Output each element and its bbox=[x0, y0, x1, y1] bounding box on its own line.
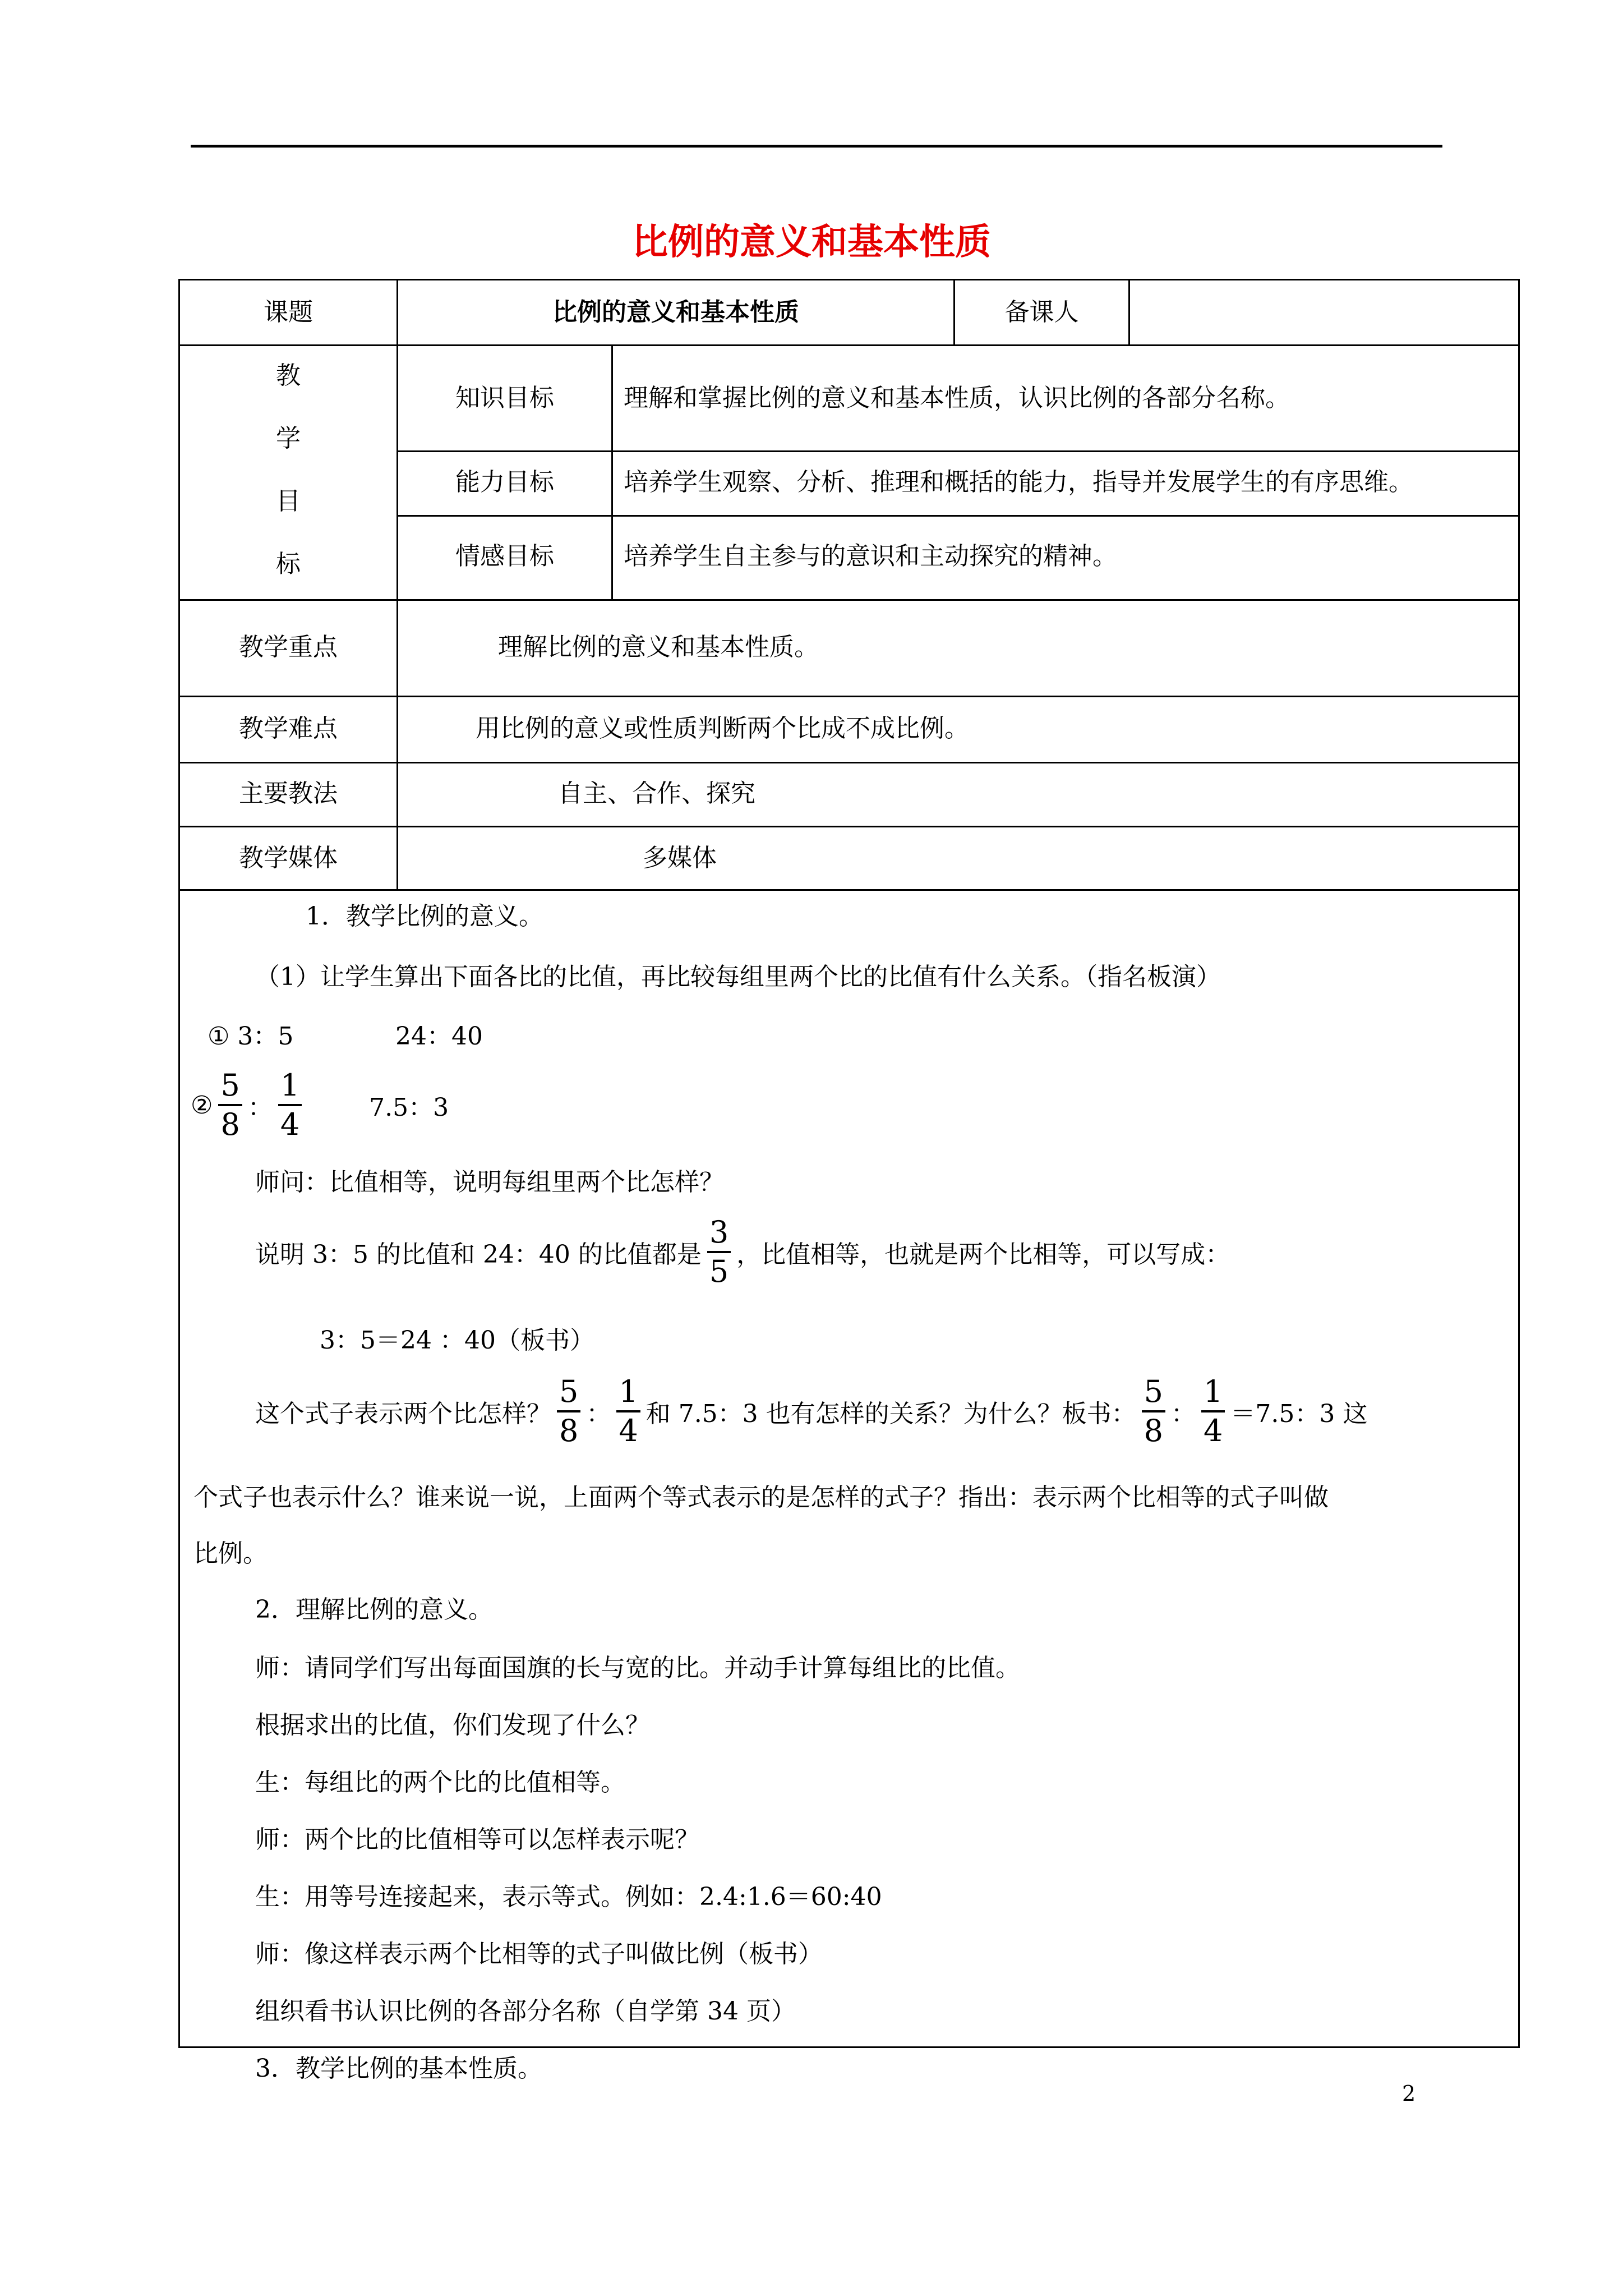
body-line: 24：40 bbox=[395, 1022, 483, 1051]
fraction-line bbox=[191, 1066, 449, 1144]
body-line: 师：像这样表示两个比相等的式子叫做比例（板书） bbox=[255, 1940, 823, 1968]
topic-label: 课题 bbox=[264, 298, 313, 326]
body-line: 3．教学比例的基本性质。 bbox=[255, 2054, 542, 2083]
body-line: 3：5＝24 ：40（板书） bbox=[320, 1326, 594, 1355]
emotion-objective-text: 培养学生自主参与的意识和主动探究的精神。 bbox=[624, 542, 1117, 570]
table-line bbox=[178, 762, 1520, 763]
denominator: 5 bbox=[709, 1254, 729, 1289]
body-text: 这个式子表示两个比怎样？ bbox=[255, 1400, 551, 1428]
table-line bbox=[178, 599, 1520, 601]
denominator: 4 bbox=[1204, 1413, 1223, 1448]
body-line: ① 3：5 bbox=[208, 1022, 294, 1051]
table-line bbox=[611, 344, 613, 601]
colon: ： bbox=[586, 1400, 611, 1428]
key-point-text: 理解比例的意义和基本性质。 bbox=[498, 633, 819, 661]
table-line bbox=[396, 515, 1520, 517]
objectives-label-char: 教 bbox=[276, 361, 301, 390]
numerator: 1 bbox=[1201, 1377, 1225, 1412]
body-line: 2．理解比例的意义。 bbox=[255, 1595, 493, 1624]
objectives-label-char: 目 bbox=[276, 487, 301, 516]
body-line: 个式子也表示什么？谁来说一说，上面两个等式表示的是怎样的式子？指出：表示两个比相等的式子叫做 bbox=[193, 1483, 1329, 1512]
body-line: （1）让学生算出下面各比的比值，再比较每组里两个比的比值有什么关系。（指名板演） bbox=[255, 963, 1221, 991]
body-line: 生：用等号连接起来，表示等式。例如：2.4:1.6＝60:40 bbox=[255, 1883, 882, 1911]
body-line: 根据求出的比值，你们发现了什么？ bbox=[255, 1711, 650, 1740]
media-text: 多媒体 bbox=[643, 844, 717, 872]
table-line bbox=[178, 826, 1520, 827]
body-line: 师问：比值相等，说明每组里两个比怎样？ bbox=[255, 1168, 724, 1197]
knowledge-objective-label: 知识目标 bbox=[455, 384, 554, 412]
method-text: 自主、合作、探究 bbox=[558, 779, 755, 808]
table-line bbox=[1128, 279, 1130, 346]
body-line: 组织看书认识比例的各部分名称（自学第 34 页） bbox=[255, 1997, 796, 2026]
difficulty-text: 用比例的意义或性质判断两个比成不成比例。 bbox=[476, 714, 969, 743]
fraction-3-5 bbox=[707, 1214, 731, 1289]
fraction-1-4 bbox=[278, 1070, 302, 1140]
table-border bbox=[178, 2046, 1520, 2048]
numerator: 5 bbox=[218, 1070, 242, 1106]
ability-objective-text: 培养学生观察、分析、推理和概括的能力，指导并发展学生的有序思维。 bbox=[624, 468, 1413, 496]
circled-two: ② bbox=[191, 1091, 213, 1120]
table-line bbox=[396, 279, 398, 891]
denominator: 8 bbox=[559, 1413, 579, 1448]
ability-objective-label: 能力目标 bbox=[455, 468, 554, 496]
ratio-7-5-3: 7.5：3 bbox=[369, 1093, 449, 1122]
fraction-line bbox=[255, 1372, 1367, 1451]
objectives-label-char: 学 bbox=[276, 424, 301, 453]
body-text: 说明 3：5 的比值和 24：40 的比值都是 bbox=[255, 1240, 702, 1269]
body-text: ，比值相等，也就是两个比相等，可以写成： bbox=[736, 1240, 1230, 1269]
media-label: 教学媒体 bbox=[239, 844, 338, 872]
fraction-5-8 bbox=[557, 1374, 580, 1448]
document-title: 比例的意义和基本性质 bbox=[632, 221, 991, 263]
body-line: 生：每组比的两个比的比值相等。 bbox=[255, 1768, 625, 1797]
denominator: 4 bbox=[280, 1107, 300, 1142]
colon: ： bbox=[247, 1093, 273, 1122]
numerator: 1 bbox=[616, 1377, 640, 1412]
fraction-1-4 bbox=[616, 1374, 640, 1448]
table-border bbox=[178, 279, 1520, 280]
body-text: ＝7.5：3 这 bbox=[1230, 1400, 1368, 1428]
fraction-5-8 bbox=[218, 1070, 242, 1140]
knowledge-objective-text: 理解和掌握比例的意义和基本性质，认识比例的各部分名称。 bbox=[624, 384, 1290, 412]
table-line bbox=[178, 344, 1520, 346]
denominator: 4 bbox=[619, 1413, 638, 1448]
fraction-5-8 bbox=[1142, 1374, 1165, 1448]
header-rule bbox=[191, 145, 1442, 148]
fraction-1-4 bbox=[1201, 1374, 1225, 1448]
body-text: 和 7.5：3 也有怎样的关系？为什么？板书： bbox=[645, 1400, 1136, 1428]
body-line: 师：请同学们写出每面国旗的长与宽的比。并动手计算每组比的比值。 bbox=[255, 1654, 1020, 1682]
page-number: 2 bbox=[1402, 2081, 1416, 2106]
fraction-line bbox=[255, 1213, 1230, 1291]
numerator: 3 bbox=[707, 1217, 731, 1253]
difficulty-label: 教学难点 bbox=[239, 714, 338, 743]
key-point-label: 教学重点 bbox=[239, 633, 338, 661]
numerator: 5 bbox=[557, 1377, 580, 1412]
body-line: 1．教学比例的意义。 bbox=[306, 902, 543, 931]
body-line: 比例。 bbox=[193, 1539, 268, 1568]
colon: ： bbox=[1171, 1400, 1196, 1428]
body-line: 师：两个比的比值相等可以怎样表示呢？ bbox=[255, 1825, 699, 1854]
objectives-label-char: 标 bbox=[276, 550, 301, 578]
topic-value: 比例的意义和基本性质 bbox=[552, 298, 799, 326]
table-line bbox=[396, 450, 1520, 452]
preparer-label: 备课人 bbox=[1004, 298, 1079, 326]
table-border bbox=[1518, 279, 1520, 2048]
method-label: 主要教法 bbox=[239, 779, 338, 808]
denominator: 8 bbox=[1144, 1413, 1164, 1448]
numerator: 1 bbox=[278, 1070, 302, 1106]
denominator: 8 bbox=[220, 1107, 240, 1142]
table-line bbox=[178, 889, 1520, 891]
numerator: 5 bbox=[1142, 1377, 1165, 1412]
emotion-objective-label: 情感目标 bbox=[455, 542, 554, 570]
table-border bbox=[178, 279, 180, 2048]
table-line bbox=[178, 696, 1520, 697]
